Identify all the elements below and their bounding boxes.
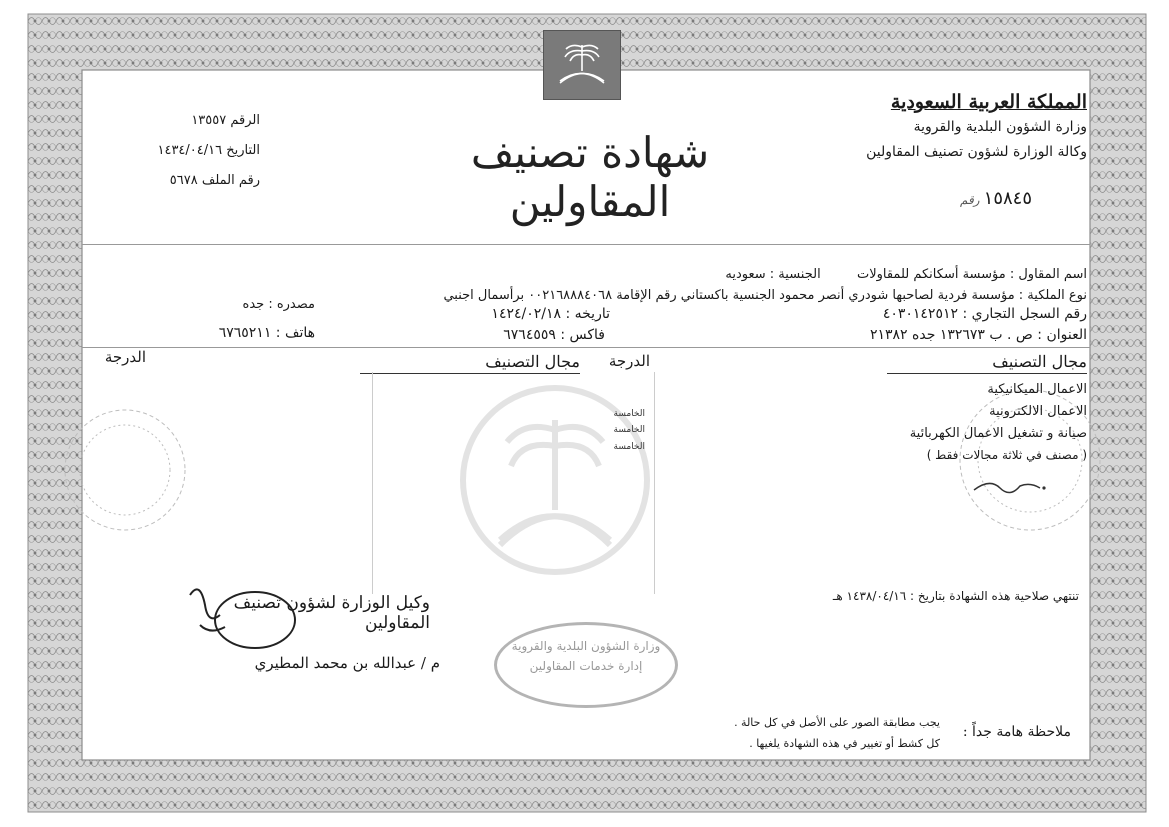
validity-date: تنتهي صلاحية هذه الشهادة بتاريخ : ١٤٣٨/٠٤/١٦ هـ	[832, 589, 1079, 603]
contractor-name: اسم المقاول : مؤسسة أسكانكم للمقاولات	[856, 267, 1087, 282]
classification-grade-2: الخامسة	[613, 425, 645, 435]
ownership-type: نوع الملكية : مؤسسة فردية لصاحبها شودري أنصر محمود الجنسية باكستاني رقم الإقامة ٠٠٢١٦٨٨٨٤٠٦٨ برأسمال اجنبي	[443, 288, 1087, 303]
stamp-line-2: إدارة خدمات المقاولين	[529, 659, 643, 673]
official-stamp	[494, 622, 678, 708]
classification-field-3: صيانة و تشغيل الاعمال الكهربائية	[909, 426, 1087, 441]
signatory-title: وكيل الوزارة لشؤون تصنيف المقاولين	[233, 593, 430, 633]
reference-date: التاريخ ١٤٣٤/٠٤/١٦	[157, 143, 260, 158]
postal-address: العنوان : ص . ب ١٣٢٦٧٣ جده ٢١٣٨٢	[869, 327, 1087, 343]
file-number: رقم الملف ٥٦٧٨	[169, 173, 260, 188]
serial-block	[940, 188, 1032, 209]
reference-block	[110, 106, 260, 196]
ministry-header	[866, 90, 1087, 165]
contractor-name-row	[387, 266, 1087, 283]
field-header-center: مجال التصنيف	[360, 352, 580, 374]
saudi-emblem-icon	[543, 30, 621, 100]
classification-grade-3: الخامسة	[613, 442, 645, 452]
commercial-register: رقم السجل التجاري : ٤٠٣٠١٤٢٥١٢	[882, 306, 1087, 322]
fax-number: فاكس : ٦٧٦٤٥٥٩	[503, 327, 605, 343]
field-header-right: مجال التصنيف	[887, 352, 1087, 374]
notice-line-2: كل كشط أو تغيير في هذه الشهادة يلغيها .	[749, 737, 940, 750]
contractor-nationality: الجنسية : سعوديه	[725, 267, 821, 282]
grade-header-left: الدرجة	[104, 348, 146, 366]
classification-field-2: الاعمال الالكترونية	[989, 404, 1087, 419]
classification-note: ( مصنف في ثلاثة مجالات فقط )	[926, 448, 1087, 462]
kingdom-name: المملكة العربية السعودية	[890, 91, 1087, 113]
column-guide	[372, 372, 373, 594]
notice-title: ملاحظة هامة جداً :	[962, 724, 1071, 740]
ministry-name: وزارة الشؤون البلدية والقروية	[913, 119, 1087, 135]
serial-label: رقم	[960, 193, 980, 207]
register-date: تاريخه : ١٤٢٤/٠٢/١٨	[491, 306, 610, 322]
register-source: مصدره : جده	[242, 297, 315, 312]
header-divider	[82, 244, 1090, 245]
classification-field-1: الاعمال الميكانيكية	[987, 382, 1087, 397]
grade-header-center: الدرجة	[608, 352, 650, 370]
classification-divider	[82, 347, 1090, 348]
agency-name: وكالة الوزارة لشؤون تصنيف المقاولين	[866, 144, 1087, 160]
signatory-name: م / عبدالله بن محمد المطيري	[254, 654, 440, 672]
phone-number: هاتف : ٦٧٦٥٢١١	[218, 325, 315, 341]
signature-icon	[180, 575, 300, 655]
column-guide	[654, 372, 655, 594]
initials-scribble-icon	[970, 470, 1050, 500]
stamp-line-1: وزارة الشؤون البلدية والقروية	[511, 639, 661, 653]
notice-line-1: يجب مطابقة الصور على الأصل في كل حالة .	[734, 716, 940, 729]
classification-grade-1: الخامسة	[613, 409, 645, 419]
reference-number: الرقم ١٣٥٥٧	[191, 113, 260, 128]
serial-number: ١٥٨٤٥	[983, 188, 1033, 209]
certificate-title: شهادة تصنيف المقاولين	[470, 128, 710, 226]
